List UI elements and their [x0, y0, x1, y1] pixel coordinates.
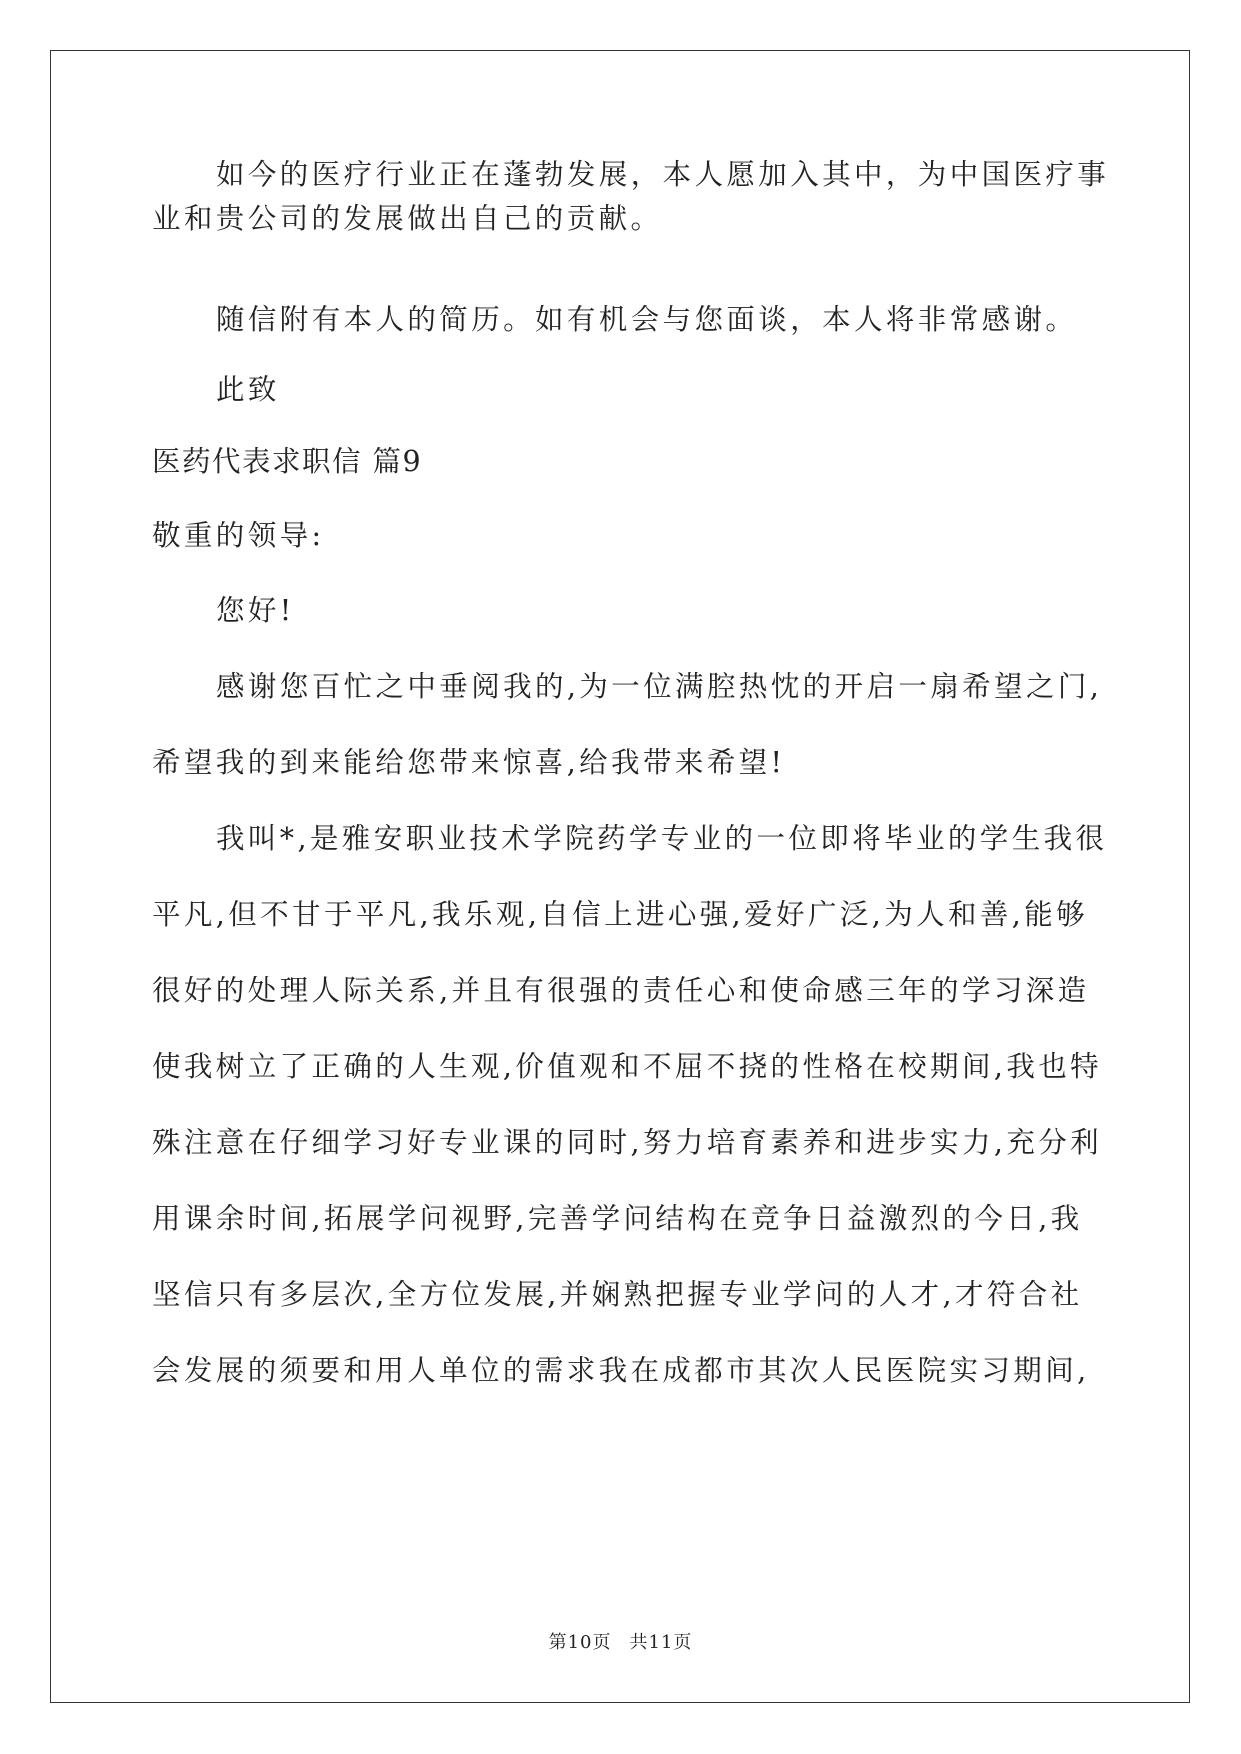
- paragraph-line: 如今的医疗行业正在蓬勃发展，本人愿加入其中，为中国医疗事: [216, 158, 1110, 191]
- paragraph-line: 用课余时间,拓展学问视野,完善学问结构在竞争日益激烈的今日,我: [152, 1202, 1083, 1235]
- section-heading: 医药代表求职信 篇9: [152, 445, 423, 478]
- page-total: 共11页: [629, 1632, 693, 1653]
- paragraph-line: 会发展的须要和用人单位的需求我在成都市其次人民医院实习期间,: [152, 1354, 1090, 1387]
- paragraph-line: 很好的处理人际关系,并且有很强的责任心和使命感三年的学习深造: [152, 974, 1090, 1007]
- paragraph-line: 我叫*,是雅安职业技术学院药学专业的一位即将毕业的学生我很: [216, 822, 1108, 855]
- page-border: [50, 50, 1190, 1703]
- page-footer: [0, 1628, 1241, 1654]
- paragraph-line: 使我树立了正确的人生观,价值观和不屈不挠的性格在校期间,我也特: [152, 1050, 1103, 1083]
- paragraph-line: 平凡,但不甘于平凡,我乐观,自信上进心强,爱好广泛,为人和善,能够: [152, 898, 1089, 931]
- page-number: 第10页: [548, 1632, 612, 1653]
- paragraph-line: 殊注意在仔细学习好专业课的同时,努力培育素养和进步实力,充分利: [152, 1126, 1103, 1159]
- paragraph-line: 随信附有本人的简历。如有机会与您面谈，本人将非常感谢。: [216, 303, 1078, 336]
- paragraph-line: 感谢您百忙之中垂阅我的,为一位满腔热忱的开启一扇希望之门,: [216, 670, 1103, 703]
- paragraph-line: 希望我的到来能给您带来惊喜,给我带来希望!: [152, 746, 786, 779]
- salutation: 敬重的领导:: [152, 519, 325, 552]
- greeting: 您好!: [216, 594, 295, 627]
- closing-phrase: 此致: [216, 373, 280, 406]
- paragraph-line: 坚信只有多层次,全方位发展,并娴熟把握专业学问的人才,才符合社: [152, 1278, 1083, 1311]
- paragraph-line: 业和贵公司的发展做出自己的贡献。: [152, 202, 663, 235]
